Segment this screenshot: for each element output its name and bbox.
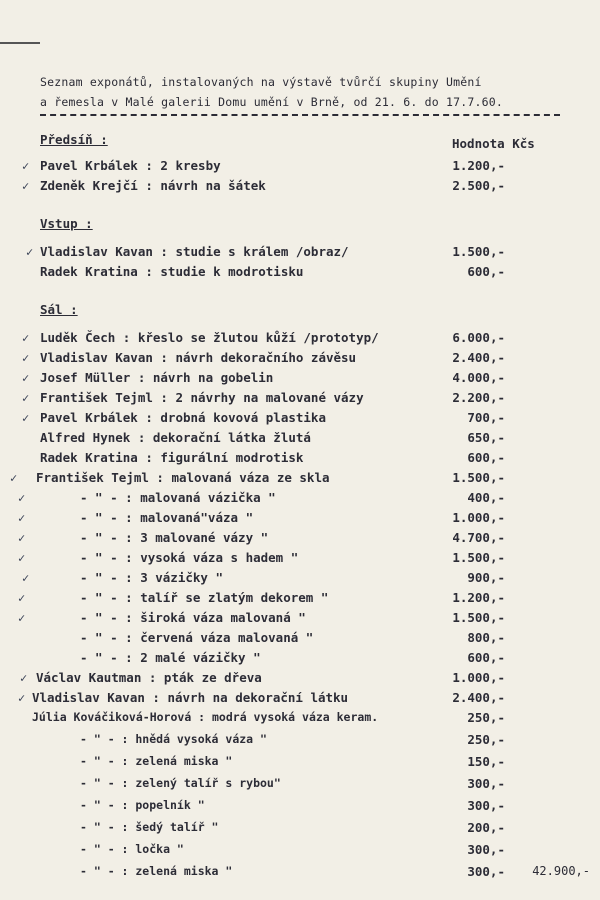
item-value: 300,- (467, 776, 505, 791)
title-underline (40, 114, 560, 116)
list-item (0, 820, 600, 840)
checkmark-icon: ✓ (22, 179, 30, 193)
item-text: - " - : zelený talíř s rybou" (80, 776, 281, 790)
list-item (0, 158, 600, 178)
item-value: 600,- (467, 264, 505, 279)
list-item (0, 450, 600, 470)
item-text: - " - : hnědá vysoká váza " (80, 732, 267, 746)
item-value: 600,- (467, 450, 505, 465)
checkmark-icon: ✓ (18, 611, 26, 625)
checkmark-icon: ✓ (22, 331, 30, 345)
list-item (0, 490, 600, 510)
item-value: 1.500,- (452, 550, 505, 565)
checkmark-icon: ✓ (18, 511, 26, 525)
item-text: Josef Müller : návrh na gobelin (40, 370, 274, 385)
item-text: Zdeněk Krejčí : návrh na šátek (40, 178, 266, 193)
item-value: 300,- (467, 842, 505, 857)
item-text: Pavel Krbálek : drobná kovová plastika (40, 410, 326, 425)
checkmark-icon: ✓ (18, 691, 26, 705)
list-item (0, 670, 600, 690)
item-value: 900,- (467, 570, 505, 585)
item-value: 250,- (467, 710, 505, 725)
handwritten-total: 42.900,- (532, 864, 590, 878)
title-line-2: a řemesla v Malé galerii Domu umění v Brně, od 21. 6. do 17.7.60. (40, 95, 504, 109)
item-text: Radek Kratina : figurální modrotisk (40, 450, 304, 465)
item-value: 300,- (467, 798, 505, 813)
checkmark-icon: ✓ (26, 245, 34, 259)
list-item (0, 570, 600, 590)
section-title-sal: Sál : (40, 302, 78, 317)
item-value: 1.000,- (452, 510, 505, 525)
item-value: 4.700,- (452, 530, 505, 545)
list-item (0, 690, 600, 710)
item-text: - " - : malovaná vázička " (80, 490, 276, 505)
item-text: - " - : 3 vázičky " (80, 570, 223, 585)
list-item (0, 630, 600, 650)
item-value: 1.000,- (452, 670, 505, 685)
item-value: 4.000,- (452, 370, 505, 385)
item-value: 1.500,- (452, 610, 505, 625)
item-text: Vladislav Kavan : návrh na dekorační látku (32, 690, 349, 705)
item-text: - " - : vysoká váza s hadem " (80, 550, 299, 565)
checkmark-icon: ✓ (10, 471, 18, 485)
item-text: Václav Kautman : pták ze dřeva (36, 670, 262, 685)
item-text: Vladislav Kavan : studie s králem /obraz/ (40, 244, 349, 259)
item-value: 6.000,- (452, 330, 505, 345)
item-value: 1.200,- (452, 590, 505, 605)
checkmark-icon: ✓ (22, 411, 30, 425)
item-text: - " - : ločka " (80, 842, 184, 856)
list-item (0, 410, 600, 430)
item-value: 400,- (467, 490, 505, 505)
list-item (0, 244, 600, 264)
checkmark-icon: ✓ (18, 531, 26, 545)
checkmark-icon: ✓ (22, 351, 30, 365)
list-item (0, 798, 600, 818)
list-item (0, 710, 600, 730)
item-text: František Tejml : malovaná váza ze skla (36, 470, 330, 485)
checkmark-icon: ✓ (18, 591, 26, 605)
item-value: 1.200,- (452, 158, 505, 173)
item-value: 2.400,- (452, 690, 505, 705)
item-text: Radek Kratina : studie k modrotisku (40, 264, 304, 279)
list-item (0, 550, 600, 570)
list-item (0, 754, 600, 774)
checkmark-icon: ✓ (22, 391, 30, 405)
list-item (0, 330, 600, 350)
list-item (0, 178, 600, 198)
list-item (0, 650, 600, 670)
item-value: 1.500,- (452, 470, 505, 485)
item-value: 1.500,- (452, 244, 505, 259)
item-text: - " - : zelená miska " (80, 754, 233, 768)
item-text: - " - : talíř se zlatým dekorem " (80, 590, 329, 605)
section-title-predsin: Předsíň : (40, 132, 108, 147)
item-value: 600,- (467, 650, 505, 665)
item-value: 650,- (467, 430, 505, 445)
item-value: 2.500,- (452, 178, 505, 193)
list-item (0, 776, 600, 796)
list-item (0, 590, 600, 610)
item-text: Alfred Hynek : dekorační látka žlutá (40, 430, 311, 445)
checkmark-icon: ✓ (18, 551, 26, 565)
item-text: Vladislav Kavan : návrh dekoračního závěsu (40, 350, 357, 365)
item-value: 200,- (467, 820, 505, 835)
margin-mark (0, 42, 40, 44)
item-text: Júlia Kováčiková-Horová : modrá vysoká váza keram. (32, 710, 379, 724)
checkmark-icon: ✓ (22, 371, 30, 385)
item-value: 250,- (467, 732, 505, 747)
item-text: - " - : široká váza malovaná " (80, 610, 306, 625)
list-item (0, 510, 600, 530)
checkmark-icon: ✓ (22, 159, 30, 173)
item-text: - " - : zelená miska " (80, 864, 233, 878)
item-value: 150,- (467, 754, 505, 769)
item-value: 2.400,- (452, 350, 505, 365)
section-title-vstup: Vstup : (40, 216, 93, 231)
item-text: Pavel Krbálek : 2 kresby (40, 158, 221, 173)
checkmark-icon: ✓ (22, 571, 30, 585)
list-item (0, 370, 600, 390)
item-text: Luděk Čech : křeslo se žlutou kůží /prototyp/ (40, 330, 379, 345)
value-column-header: Hodnota Kčs (452, 136, 535, 151)
list-item (0, 842, 600, 862)
item-text: František Tejml : 2 návrhy na malované vázy (40, 390, 364, 405)
item-text: - " - : červená váza malovaná " (80, 630, 314, 645)
list-item (0, 470, 600, 490)
item-text: - " - : šedý talíř " (80, 820, 219, 834)
checkmark-icon: ✓ (20, 671, 28, 685)
list-item (0, 350, 600, 370)
document-title (40, 72, 580, 112)
item-value: 800,- (467, 630, 505, 645)
list-item (0, 610, 600, 630)
list-item (0, 530, 600, 550)
list-item (0, 430, 600, 450)
checkmark-icon: ✓ (18, 491, 26, 505)
item-text: - " - : malovaná"váza " (80, 510, 254, 525)
list-item (0, 264, 600, 284)
item-text: - " - : popelník " (80, 798, 205, 812)
item-value: 700,- (467, 410, 505, 425)
list-item (0, 732, 600, 752)
title-line-1: Seznam exponátů, instalovaných na výstavě tvůrčí skupiny Umění (40, 75, 482, 89)
list-item (0, 390, 600, 410)
item-text: - " - : 2 malé vázičky " (80, 650, 261, 665)
item-value: 2.200,- (452, 390, 505, 405)
item-text: - " - : 3 malované vázy " (80, 530, 269, 545)
item-value: 300,- (467, 864, 505, 879)
